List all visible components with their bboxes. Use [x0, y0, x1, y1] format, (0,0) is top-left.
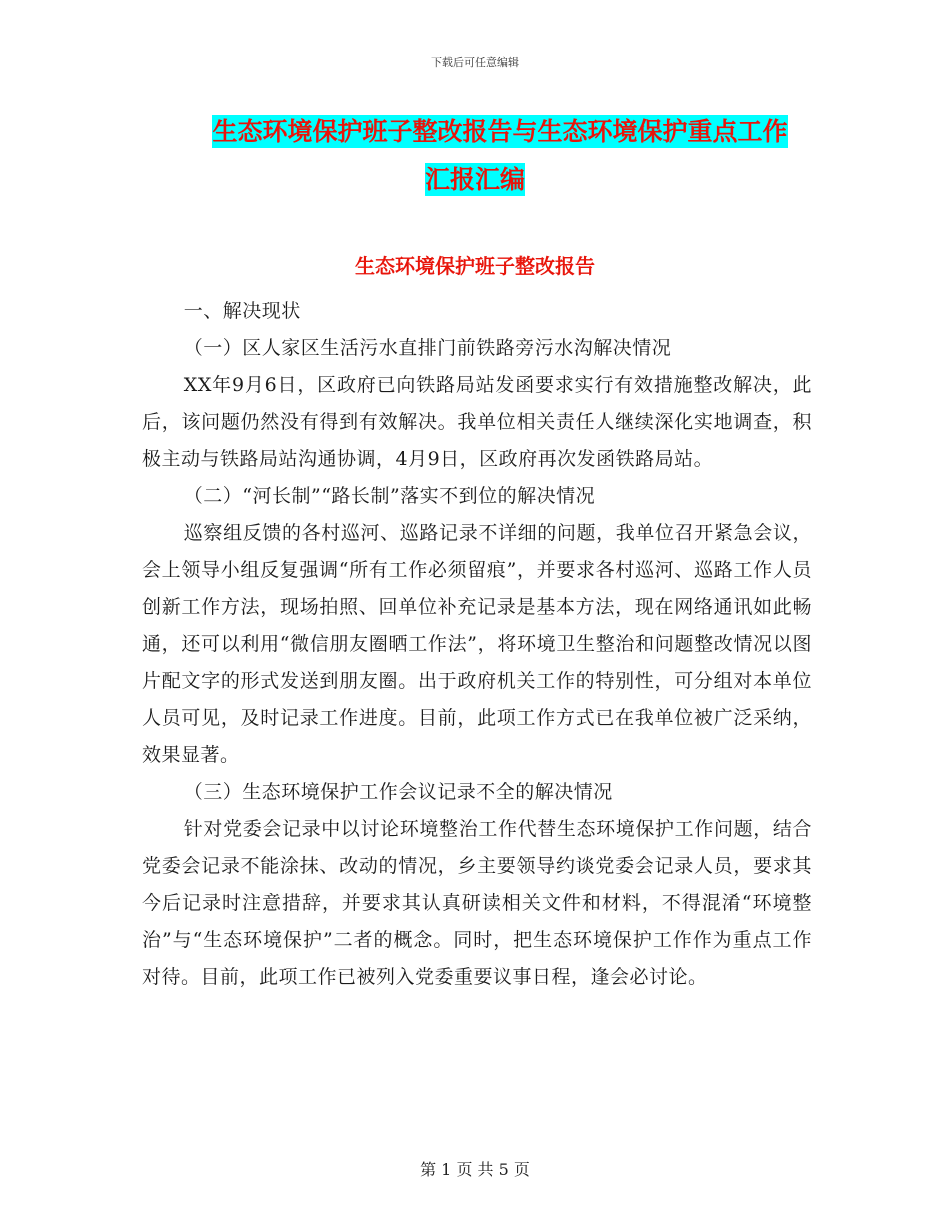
title-line-1: 生态环境保护班子整改报告与生态环境保护重点工作: [212, 117, 788, 146]
heading-1: 一、解决现状: [183, 300, 301, 322]
subheading-1: （一）区人家区生活污水直排门前铁路旁污水沟解决情况: [183, 337, 672, 359]
paragraph-3: 针对党委会记录中以讨论环境整治工作代替生态环境保护工作问题，结合党委会记录不能涂抹、改动的情况，乡主要领导约谈党委会记录人员，要求其今后记录时注意措辞，并要求其认真研读相关文件和材料，不得混淆“环境整治”与“生态环境保护”二者的概念。同时，把生态环境保护工作作为重点工作对待。目前，此项工作已被列入党委重要议事日程，逢会必讨论。: [142, 818, 812, 988]
paragraph-2: 巡察组反馈的各村巡河、巡路记录不详细的问题，我单位召开紧急会议，会上领导小组反复强调“所有工作必须留痕”，并要求各村巡河、巡路工作人员创新工作方法，现场拍照、回单位补充记录是基本方法，现在网络通讯如此畅通，还可以利用“微信朋友圈晒工作法”，将环境卫生整治和问题整改情况以图片配文字的形式发送到朋友圈。出于政府机关工作的特别性，可分组对本单位人员可见，及时记录工作进度。目前，此项工作方式已在我单位被广泛采纳，效果显著。: [142, 522, 812, 766]
section-title: 生态环境保护班子整改报告: [355, 254, 595, 278]
subheading-2: （二）“河长制”“路长制”落实不到位的解决情况: [183, 485, 596, 507]
paragraph-1: XX年9月6日，区政府已向铁路局站发函要求实行有效措施整改解决，此后，该问题仍然没有得到有效解决。我单位相关责任人继续深化实地调查，积极主动与铁路局站沟通协调，4月9日，区政府再次发函铁路局站。: [142, 374, 812, 470]
page-header: 下载后可任意编辑: [431, 56, 519, 69]
document-body: [142, 293, 812, 996]
title-line-2: 汇报汇编: [424, 165, 525, 194]
subheading-3: （三）生态环境保护工作会议记录不全的解决情况: [183, 781, 613, 803]
page-footer: 第 1 页 共 5 页: [420, 1160, 530, 1179]
document-title: [0, 108, 950, 204]
